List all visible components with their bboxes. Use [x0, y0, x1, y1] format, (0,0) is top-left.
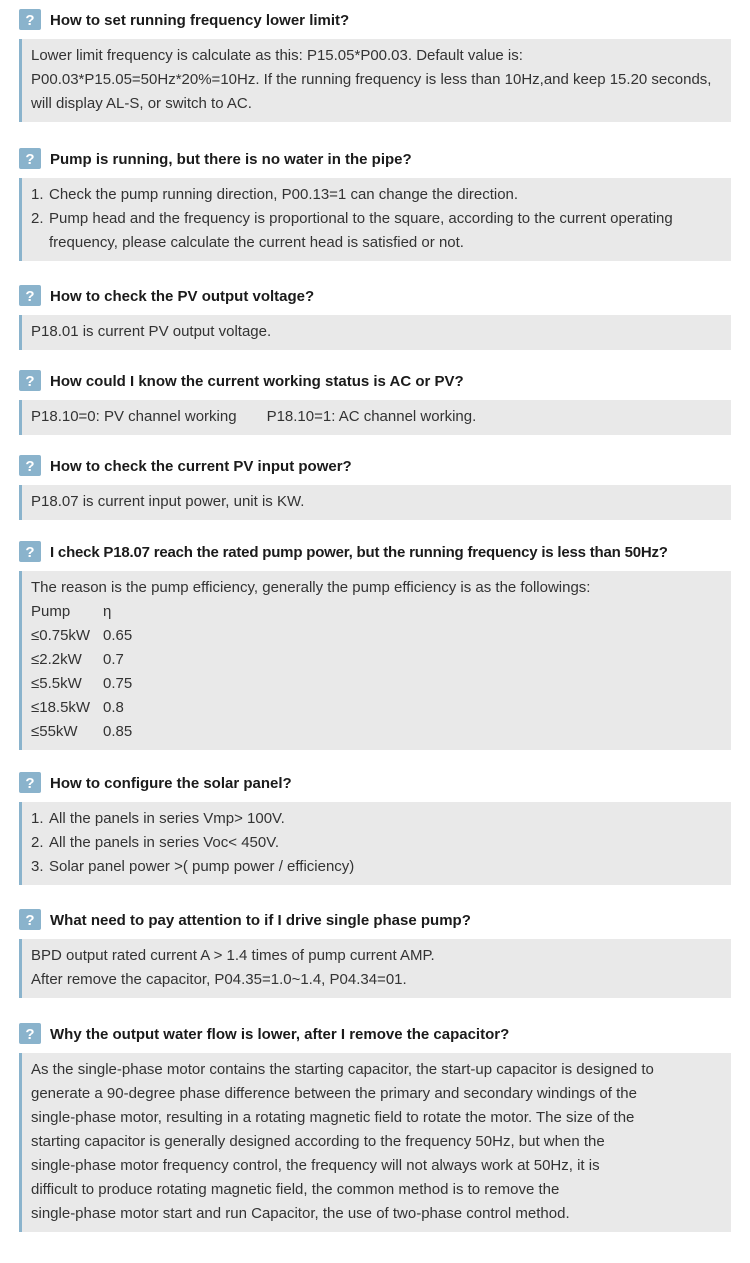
- faq-question: ? Why the output water flow is lower, after I remove the capacitor?: [19, 1023, 731, 1045]
- faq-item-capacitor: [19, 1023, 731, 1232]
- faq-item-lower-limit: [19, 9, 731, 122]
- faq-question: ? Pump is running, but there is no water in the pipe?: [19, 148, 731, 170]
- svg-text:?: ?: [25, 457, 35, 475]
- faq-item-solar-panel: [19, 772, 731, 885]
- faq-answer: P18.01 is current PV output voltage.: [19, 315, 731, 350]
- faq-answer: [19, 178, 731, 261]
- svg-text:?: ?: [25, 150, 35, 168]
- faq-item-single-phase-pump: [19, 909, 731, 998]
- faq-item-pump-efficiency: [19, 541, 731, 750]
- faq-item-pv-output-voltage: [19, 285, 731, 350]
- svg-text:?: ?: [25, 372, 35, 390]
- list-item: 2. Pump head and the frequency is proportional to the square, according to the current operating frequency, please calculate the current head is satisfied or not.: [31, 210, 673, 251]
- question-mark-icon: [19, 285, 41, 306]
- svg-text:?: ?: [25, 774, 35, 792]
- question-mark-icon: [19, 772, 41, 793]
- faq-answer: P18.10=0: PV channel working P18.10=1: AC channel working.: [19, 400, 731, 435]
- faq-answer: The reason is the pump efficiency, generally the pump efficiency is as the followings: Pump η ≤0.75kW 0.65 ≤2.2kW 0.7 ≤5.5kW 0.75 ≤18.5kW 0.8 ≤55kW 0.85: [19, 571, 731, 750]
- faq-item-working-status: [19, 370, 731, 435]
- question-mark-icon: [19, 909, 41, 930]
- faq-question: ? How could I know the current working status is AC or PV?: [19, 370, 731, 392]
- table-row: ≤2.2kW 0.7: [31, 651, 124, 668]
- faq-question: ? How to configure the solar panel?: [19, 772, 731, 794]
- efficiency-table-header: Pump η: [31, 603, 112, 620]
- svg-text:?: ?: [25, 1025, 35, 1043]
- faq-answer: BPD output rated current A > 1.4 times of pump current AMP. After remove the capacitor, P04.35=1.0~1.4, P04.34=01.: [19, 939, 731, 998]
- faq-item-no-water: [19, 148, 731, 261]
- question-mark-icon: [19, 455, 41, 476]
- faq-answer: As the single-phase motor contains the starting capacitor, the start-up capacitor is designed to generate a 90-degree phase difference between the primary and secondary windings of the single-phase motor, resulting in a rotating magnetic field to rotate the motor. The size of the starting capacitor is generally designed according to the frequency 50Hz, but when the single-phase motor frequency control, the frequency will not always work at 50Hz, it is difficult to produce rotating magnetic field, the common method is to remove the single-phase motor start and run Capacitor, the use of two-phase control method.: [19, 1053, 731, 1232]
- table-row: ≤55kW 0.85: [31, 723, 133, 740]
- faq-question: ? How to check the current PV input power?: [19, 455, 731, 477]
- table-row: ≤5.5kW 0.75: [31, 675, 133, 692]
- table-row: ≤0.75kW 0.65: [31, 627, 133, 644]
- list-item: 1. All the panels in series Vmp> 100V.: [31, 810, 285, 827]
- question-mark-icon: [19, 9, 41, 30]
- list-item: 3. Solar panel power >( pump power / efficiency): [31, 858, 355, 875]
- faq-question: ? How to check the PV output voltage?: [19, 285, 731, 307]
- question-mark-icon: [19, 541, 41, 562]
- table-row: ≤18.5kW 0.8: [31, 699, 124, 716]
- svg-text:?: ?: [25, 911, 35, 929]
- question-mark-icon: [19, 148, 41, 169]
- faq-answer: Lower limit frequency is calculate as this: P15.05*P00.03. Default value is: P00.03*P15.05=50Hz*20%=10Hz. If the running frequency is less than 10Hz,and keep 15.20 seconds, will display AL-S, or switch to AC.: [19, 39, 731, 122]
- question-mark-icon: [19, 1023, 41, 1044]
- faq-item-pv-input-power: [19, 455, 731, 520]
- faq-question: ? How to set running frequency lower limit?: [19, 9, 731, 31]
- faq-question: ? What need to pay attention to if I drive single phase pump?: [19, 909, 731, 931]
- faq-question: ? I check P18.07 reach the rated pump power, but the running frequency is less than 50Hz?: [19, 541, 731, 563]
- faq-answer: [19, 802, 731, 885]
- svg-text:?: ?: [25, 287, 35, 305]
- faq-answer: P18.07 is current input power, unit is KW.: [19, 485, 731, 520]
- svg-text:?: ?: [25, 543, 35, 561]
- svg-text:?: ?: [25, 11, 35, 29]
- question-mark-icon: [19, 370, 41, 391]
- list-item: 2. All the panels in series Voc< 450V.: [31, 834, 280, 851]
- list-item: 1. Check the pump running direction, P00.13=1 can change the direction.: [31, 186, 519, 203]
